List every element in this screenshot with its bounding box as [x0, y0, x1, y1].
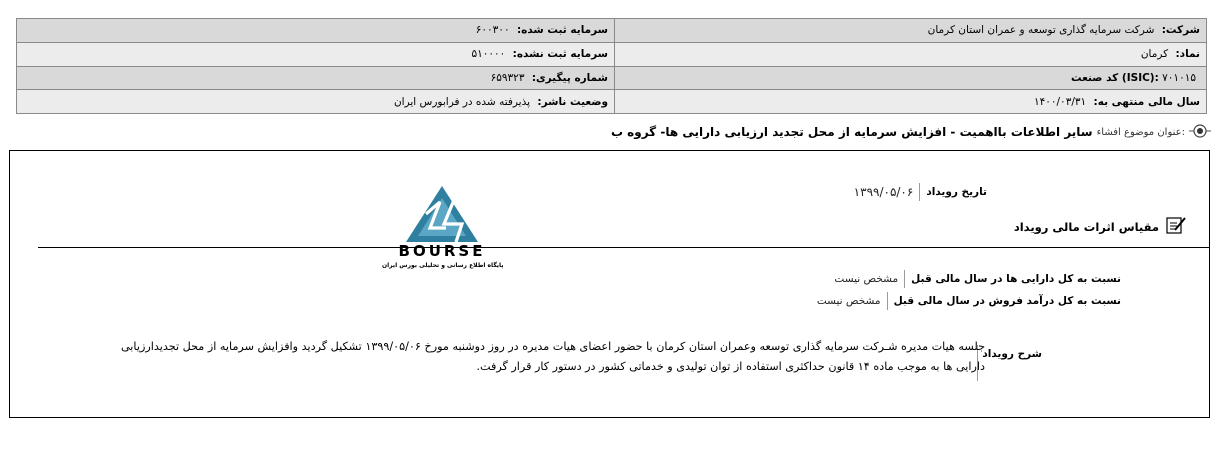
unregistered-capital-cell [17, 42, 615, 66]
fiscal-year-cell [615, 90, 1207, 114]
company-info-table [16, 18, 1207, 114]
publisher-status-cell [17, 90, 615, 114]
registered-capital-value: ۶۰۰۳۰۰ [475, 24, 510, 37]
assets-ratio [834, 270, 1121, 288]
assets-ratio-label: نسبت به کل دارایی ها در سال مالی قبل [904, 270, 1121, 288]
tracking-cell [17, 66, 615, 90]
info-row [17, 90, 1207, 114]
event-description-label: شرح رویداد [977, 345, 1042, 381]
company-label: شرکت: [1161, 24, 1200, 37]
info-row [17, 42, 1207, 66]
logo-word: BOURSE [398, 242, 486, 260]
assets-ratio-value: مشخص نیست [834, 273, 899, 285]
event-description-text: جلسه هیات مدیره شـرکت سرمایه گذاری توسعه وعمران استان کرمان با حضور اعضای هیات مدیره در روز دوشنبه مورخ ۱۳۹۹/۰۵/۰۶ تشکیل گردید وافزایش سرمایه از محل تجدیدارزیابی دارایی ها به موجب ماده ۱۴ قانون حداکثری استفاده از توان تولیدی و خدماتی کشور در دستور کار قرار گرفت. [120, 340, 985, 373]
logo-triangle-icon [382, 184, 502, 244]
event-date [854, 183, 987, 201]
info-row [17, 66, 1207, 90]
section-title-text: مقیاس اثرات مالی رویداد [1013, 219, 1159, 234]
revenue-ratio-label: نسبت به کل درآمد فروش در سال مالی قبل [887, 292, 1121, 310]
bourse-logo [382, 184, 502, 284]
fiscal-year-label: سال مالی منتهی به: [1093, 95, 1200, 108]
target-icon [1189, 122, 1211, 143]
isic-label: کد صنعت (ISIC): [1070, 71, 1159, 84]
event-date-value: ۱۳۹۹/۰۵/۰۶ [853, 185, 914, 199]
disclosure-subject [611, 121, 1211, 143]
info-row [17, 19, 1207, 43]
revenue-ratio [817, 292, 1121, 310]
company-cell [615, 19, 1207, 43]
isic-value: ۷۰۱۰۱۵ [1162, 71, 1196, 84]
registered-capital-cell [17, 19, 615, 43]
subject-label: عنوان موضوع افشاء: [1096, 126, 1185, 138]
edit-document-icon [1165, 215, 1187, 238]
fiscal-year-value: ۱۴۰۰/۰۳/۳۱ [1033, 95, 1087, 108]
logo-subtitle: پایگاه اطلاع رسانی و تحلیلی بورس ایران [382, 262, 504, 269]
subject-title: سایر اطلاعات بااهمیت - افزایش سرمایه از محل تجدید ارزیابی دارایی ها- گروه ب [610, 125, 1093, 139]
publisher-status-label: وضعیت ناشر: [537, 95, 608, 108]
isic-cell [615, 66, 1207, 90]
symbol-label: نماد: [1175, 48, 1200, 61]
company-value: شرکت سرمایه گذاری توسعه و عمران استان کرمان [927, 24, 1155, 37]
unregistered-capital-value: ۵۱۰۰۰۰ [471, 48, 506, 61]
publisher-status-value: پذیرفته شده در فرابورس ایران [393, 95, 531, 108]
event-date-label: تاریخ رویداد [919, 183, 987, 201]
symbol-value: کرمان [1140, 48, 1169, 61]
symbol-cell [615, 42, 1207, 66]
revenue-ratio-value: مشخص نیست [816, 295, 881, 307]
tracking-value: ۶۵۹۳۲۳ [490, 71, 525, 84]
divider [38, 247, 1210, 248]
financial-impact-title [1014, 215, 1187, 238]
event-details-box [9, 150, 1210, 418]
tracking-label: شماره پیگیری: [531, 71, 608, 84]
unregistered-capital-label: سرمایه ثبت نشده: [512, 48, 608, 61]
registered-capital-label: سرمایه ثبت شده: [516, 24, 608, 37]
